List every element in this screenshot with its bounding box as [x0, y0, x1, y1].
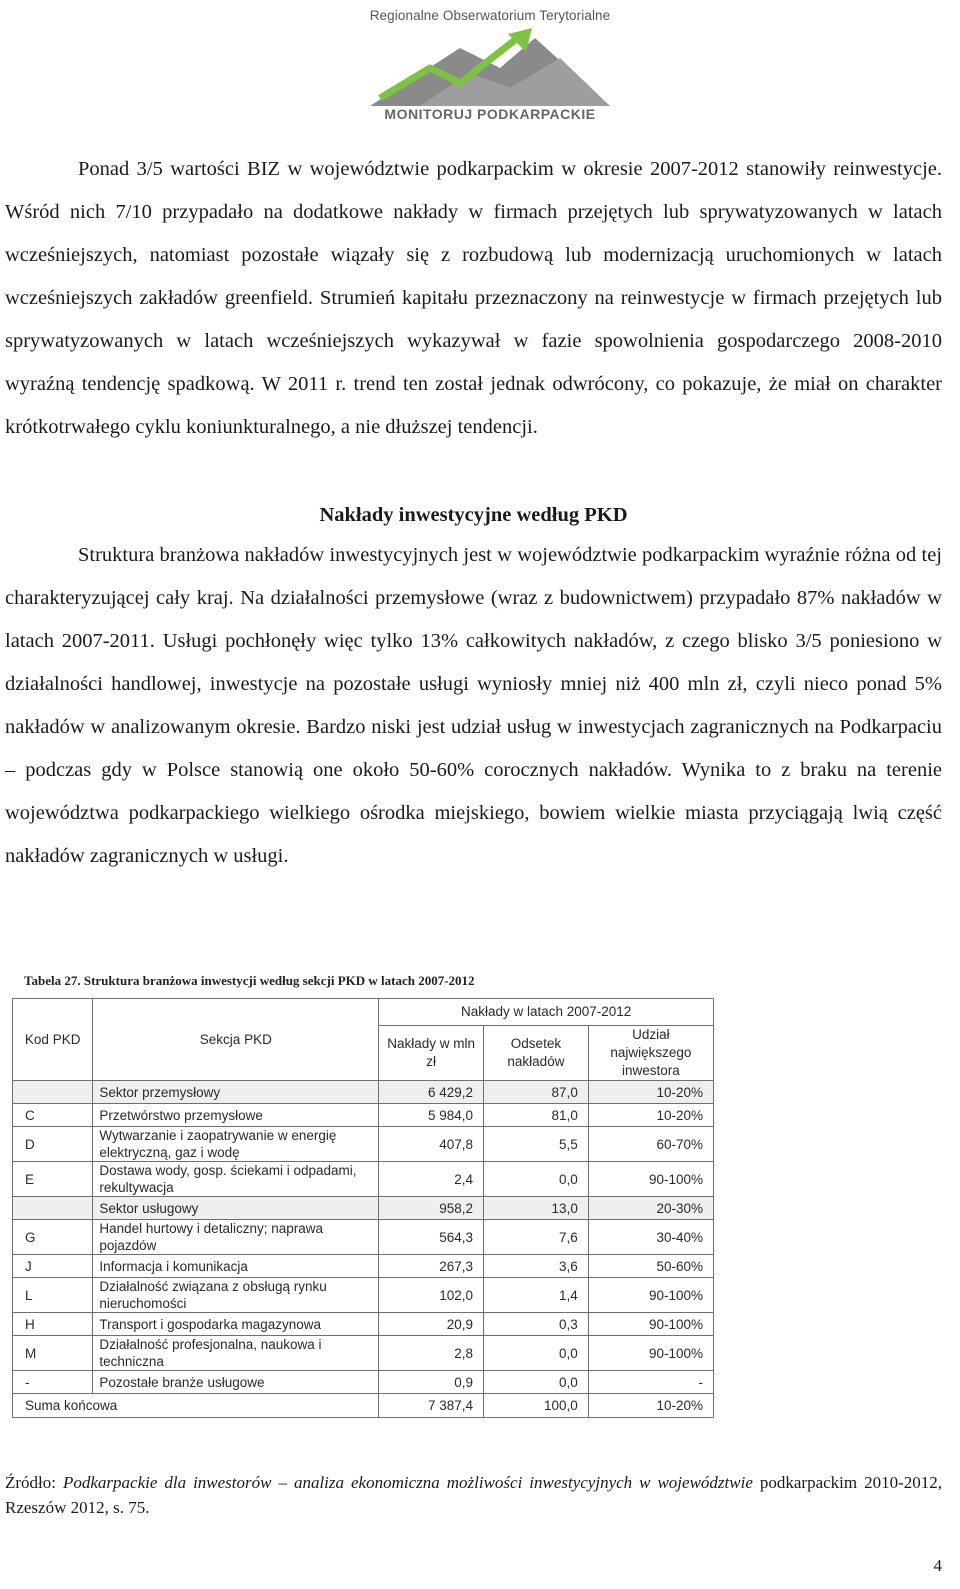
cell-kod: D: [13, 1127, 93, 1162]
cell-udzial: 60-70%: [588, 1127, 713, 1162]
cell-kod: -: [13, 1371, 93, 1394]
cell-odsetek: 7,6: [484, 1220, 589, 1255]
cell-kod: [13, 1081, 93, 1104]
cell-sekcja: Przetwórstwo przemysłowe: [93, 1104, 379, 1127]
cell-naklady: 2,4: [379, 1162, 484, 1197]
cell-kod: E: [13, 1162, 93, 1197]
header-udzial: Udział największego inwestora: [588, 1026, 713, 1081]
page-number: 4: [933, 1556, 942, 1575]
cell-udzial: 90-100%: [588, 1336, 713, 1371]
table-row: [13, 1162, 714, 1197]
paragraph-structure: [5, 534, 942, 878]
table-row: [13, 1255, 714, 1278]
cell-kod: M: [13, 1336, 93, 1371]
table-row: [13, 1081, 714, 1104]
table-row: [13, 1313, 714, 1336]
cell-sekcja: Pozostałe branże usługowe: [93, 1371, 379, 1394]
header-naklady: Nakłady w mln zł: [379, 1026, 484, 1081]
table-row: [13, 1197, 714, 1220]
cell-udzial: -: [588, 1371, 713, 1394]
cell-udzial: 20-30%: [588, 1197, 713, 1220]
paragraph-intro: [5, 148, 942, 449]
header-odsetek: Odsetek nakładów: [484, 1026, 589, 1081]
cell-odsetek: 0,0: [484, 1162, 589, 1197]
cell-sekcja: Sektor usługowy: [93, 1197, 379, 1220]
cell-odsetek: 81,0: [484, 1104, 589, 1127]
cell-udzial: 90-100%: [588, 1162, 713, 1197]
cell-udzial: 10-20%: [588, 1104, 713, 1127]
cell-udzial: 90-100%: [588, 1313, 713, 1336]
cell-kod: H: [13, 1313, 93, 1336]
table-row: [13, 1336, 714, 1371]
cell-sekcja: Działalność związana z obsługą rynku nieruchomości: [93, 1278, 379, 1313]
cell-odsetek: 0,0: [484, 1336, 589, 1371]
mountain-logo-icon: [360, 28, 620, 108]
cell-kod: G: [13, 1220, 93, 1255]
cell-sekcja: Informacja i komunikacja: [93, 1255, 379, 1278]
cell-kod: [13, 1197, 93, 1220]
cell-naklady: 102,0: [379, 1278, 484, 1313]
section-heading: Nakłady inwestycyjne według PKD: [319, 504, 628, 526]
header-group: Nakłady w latach 2007-2012: [379, 999, 714, 1026]
cell-naklady: 5 984,0: [379, 1104, 484, 1127]
cell-sekcja: Dostawa wody, gosp. ściekami i odpadami, rekultywacja: [93, 1162, 379, 1197]
cell-naklady: 958,2: [379, 1197, 484, 1220]
cell-naklady: 564,3: [379, 1220, 484, 1255]
paragraph-structure-text: Struktura branżowa nakładów inwestycyjnych jest w województwie podkarpackim wyraźnie różna od tej charakteryzującej cały kraj. Na działalności przemysłowe (wraz z budownictwem) przypadało 87% nakładów w latach 2007-2011. Usługi pochłonęły więc tylko 13% całkowitych nakładów, z czego blisko 3/5 poniesiono w działalności handlowej, inwestycje na pozostałe usługi wyniosły mniej niż 400 mln zł, czyli nieco ponad 5% nakładów w analizowanym okresie. Bardzo niski jest udział usług w inwestycjach zagranicznych na Podkarpaciu – podczas gdy w Polsce stanowią one około 50-60% corocznych nakładów. Wynika to z braku na terenie województwa podkarpackiego wielkiego ośrodka miejskiego, bowiem wielkie miasta przyciągają lwią część nakładów zagranicznych w usługi.: [5, 544, 942, 867]
cell-kod: L: [13, 1278, 93, 1313]
logo-subtitle: MONITORUJ PODKARPACKIE: [384, 106, 596, 122]
cell-odsetek: 3,6: [484, 1255, 589, 1278]
cell-naklady: 0,9: [379, 1371, 484, 1394]
header-logo: [340, 6, 640, 124]
table-row: [13, 1371, 714, 1394]
table-row: [13, 1104, 714, 1127]
cell-naklady: 6 429,2: [379, 1081, 484, 1104]
cell-udzial: 10-20%: [588, 1394, 713, 1418]
cell-odsetek: 100,0: [484, 1394, 589, 1418]
cell-odsetek: 0,0: [484, 1371, 589, 1394]
logo-title: Regionalne Obserwatorium Terytorialne: [369, 8, 611, 23]
cell-udzial: 30-40%: [588, 1220, 713, 1255]
cell-sekcja: Działalność profesjonalna, naukowa i techniczna: [93, 1336, 379, 1371]
cell-sekcja: Sektor przemysłowy: [93, 1081, 379, 1104]
cell-odsetek: 0,3: [484, 1313, 589, 1336]
header-sekcja: Sekcja PKD: [93, 999, 379, 1081]
cell-sekcja: Wytwarzanie i zaopatrywanie w energię elektryczną, gaz i wodę: [93, 1127, 379, 1162]
cell-kod: J: [13, 1255, 93, 1278]
cell-naklady: 20,9: [379, 1313, 484, 1336]
cell-odsetek: 13,0: [484, 1197, 589, 1220]
table-row-total: [13, 1394, 714, 1418]
cell-kod: C: [13, 1104, 93, 1127]
cell-naklady: 407,8: [379, 1127, 484, 1162]
source-title: Podkarpackie dla inwestorów – analiza ekonomiczna możliwości inwestycyjnych w województwie: [62, 1473, 753, 1492]
cell-sekcja: Handel hurtowy i detaliczny; naprawa pojazdów: [93, 1220, 379, 1255]
cell-odsetek: 87,0: [484, 1081, 589, 1104]
header-kod: Kod PKD: [13, 999, 93, 1081]
cell-sekcja: Transport i gospodarka magazynowa: [93, 1313, 379, 1336]
cell-udzial: 10-20%: [588, 1081, 713, 1104]
pkd-investment-table: [12, 998, 714, 1418]
paragraph-intro-text: Ponad 3/5 wartości BIZ w województwie podkarpackim w okresie 2007-2012 stanowiły reinwestycje. Wśród nich 7/10 przypadało na dodatkowe nakłady w firmach przejętych lub sprywatyzowanych w latach wcześniejszych, natomiast pozostałe wiązały się z rozbudową lub modernizacją uruchomionych w latach wcześniejszych zakładów greenfield. Strumień kapitału przeznaczony na reinwestycje w firmach przejętych lub sprywatyzowanych w latach wcześniejszych wykazywał w fazie spowolnienia gospodarczego 2008-2010 wyraźną tendencję spadkową. W 2011 r. trend ten został jednak odwrócony, co pokazuje, że miał on charakter krótkotrwałego cyklu koniunkturalnego, a nie dłuższej tendencji.: [5, 158, 942, 438]
cell-total-label: Suma końcowa: [13, 1394, 379, 1418]
cell-naklady: 7 387,4: [379, 1394, 484, 1418]
table-caption: Tabela 27. Struktura branżowa inwestycji według sekcji PKD w latach 2007-2012: [24, 973, 475, 988]
table-row: [13, 1127, 714, 1162]
cell-naklady: 2,8: [379, 1336, 484, 1371]
table-row: [13, 1220, 714, 1255]
cell-odsetek: 5,5: [484, 1127, 589, 1162]
cell-udzial: 50-60%: [588, 1255, 713, 1278]
cell-udzial: 90-100%: [588, 1278, 713, 1313]
source-rest: podkarpackim 2010-2012, Rzeszów 2012, s. 75.: [5, 1473, 942, 1517]
cell-naklady: 267,3: [379, 1255, 484, 1278]
source-note: [5, 1470, 942, 1520]
table-row: [13, 1278, 714, 1313]
cell-odsetek: 1,4: [484, 1278, 589, 1313]
source-label: Źródło:: [5, 1473, 56, 1492]
